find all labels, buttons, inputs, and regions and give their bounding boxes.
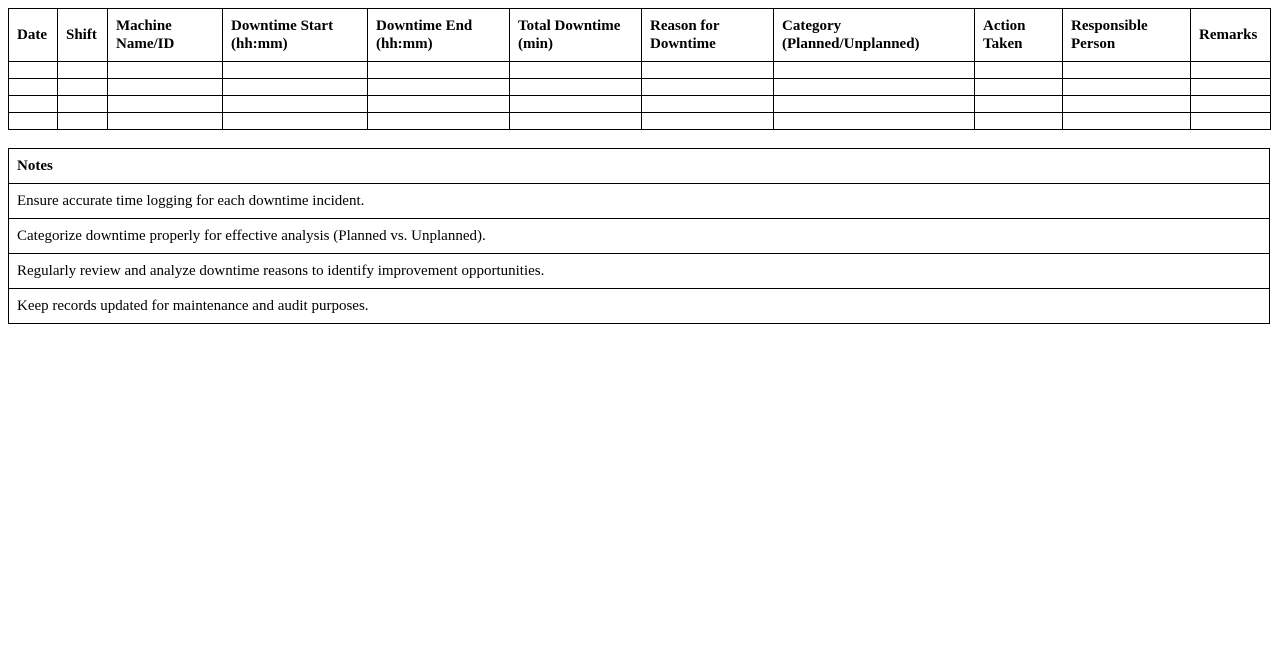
table-cell[interactable]: [223, 62, 368, 79]
note-item: Ensure accurate time logging for each downtime incident.: [9, 184, 1270, 219]
downtime-log-page: [0, 0, 1278, 324]
header-remarks: Remarks: [1191, 9, 1271, 62]
table-row: [9, 79, 1271, 96]
table-cell[interactable]: [1191, 79, 1271, 96]
table-cell[interactable]: [58, 96, 108, 113]
note-item: Regularly review and analyze downtime reasons to identify improvement opportunities.: [9, 254, 1270, 289]
table-cell[interactable]: [774, 79, 975, 96]
note-item: Categorize downtime properly for effective analysis (Planned vs. Unplanned).: [9, 219, 1270, 254]
table-cell[interactable]: [975, 113, 1063, 130]
table-cell[interactable]: [108, 113, 223, 130]
table-cell[interactable]: [368, 113, 510, 130]
table-cell[interactable]: [108, 79, 223, 96]
table-cell[interactable]: [975, 62, 1063, 79]
table-cell[interactable]: [58, 79, 108, 96]
table-cell[interactable]: [9, 79, 58, 96]
table-cell[interactable]: [774, 96, 975, 113]
table-cell[interactable]: [368, 96, 510, 113]
table-cell[interactable]: [108, 96, 223, 113]
header-row: [9, 9, 1271, 62]
table-cell[interactable]: [58, 113, 108, 130]
table-cell[interactable]: [975, 79, 1063, 96]
header-total-downtime: Total Downtime (min): [510, 9, 642, 62]
table-cell[interactable]: [223, 96, 368, 113]
table-cell[interactable]: [9, 113, 58, 130]
table-cell[interactable]: [1191, 62, 1271, 79]
table-row: [9, 62, 1271, 79]
table-cell[interactable]: [642, 113, 774, 130]
table-cell[interactable]: [510, 79, 642, 96]
header-shift: Shift: [58, 9, 108, 62]
table-cell[interactable]: [774, 62, 975, 79]
header-downtime-end: Downtime End (hh:mm): [368, 9, 510, 62]
notes-title: Notes: [9, 149, 1270, 184]
notes-row: [9, 184, 1270, 219]
table-cell[interactable]: [975, 96, 1063, 113]
table-cell[interactable]: [642, 96, 774, 113]
notes-row: [9, 289, 1270, 324]
table-cell[interactable]: [223, 113, 368, 130]
table-cell[interactable]: [368, 79, 510, 96]
header-reason: Reason for Downtime: [642, 9, 774, 62]
header-machine: Machine Name/ID: [108, 9, 223, 62]
table-cell[interactable]: [223, 79, 368, 96]
table-cell[interactable]: [1063, 79, 1191, 96]
note-item: Keep records updated for maintenance and audit purposes.: [9, 289, 1270, 324]
notes-row: [9, 219, 1270, 254]
table-cell[interactable]: [1063, 113, 1191, 130]
header-responsible-person: Responsible Person: [1063, 9, 1191, 62]
table-cell[interactable]: [1191, 113, 1271, 130]
table-cell[interactable]: [642, 62, 774, 79]
table-cell[interactable]: [9, 62, 58, 79]
table-cell[interactable]: [9, 96, 58, 113]
table-cell[interactable]: [510, 62, 642, 79]
table-cell[interactable]: [774, 113, 975, 130]
table-cell[interactable]: [58, 62, 108, 79]
table-cell[interactable]: [1063, 96, 1191, 113]
table-cell[interactable]: [1191, 96, 1271, 113]
notes-row: [9, 254, 1270, 289]
table-cell[interactable]: [510, 96, 642, 113]
table-cell[interactable]: [642, 79, 774, 96]
notes-header-row: [9, 149, 1270, 184]
table-cell[interactable]: [510, 113, 642, 130]
table-cell[interactable]: [108, 62, 223, 79]
header-action-taken: Action Taken: [975, 9, 1063, 62]
header-category: Category (Planned/Unplanned): [774, 9, 975, 62]
header-downtime-start: Downtime Start (hh:mm): [223, 9, 368, 62]
header-date: Date: [9, 9, 58, 62]
downtime-log-table: [8, 8, 1271, 130]
table-cell[interactable]: [1063, 62, 1191, 79]
table-row: [9, 96, 1271, 113]
table-row: [9, 113, 1271, 130]
table-cell[interactable]: [368, 62, 510, 79]
notes-table: [8, 148, 1270, 324]
